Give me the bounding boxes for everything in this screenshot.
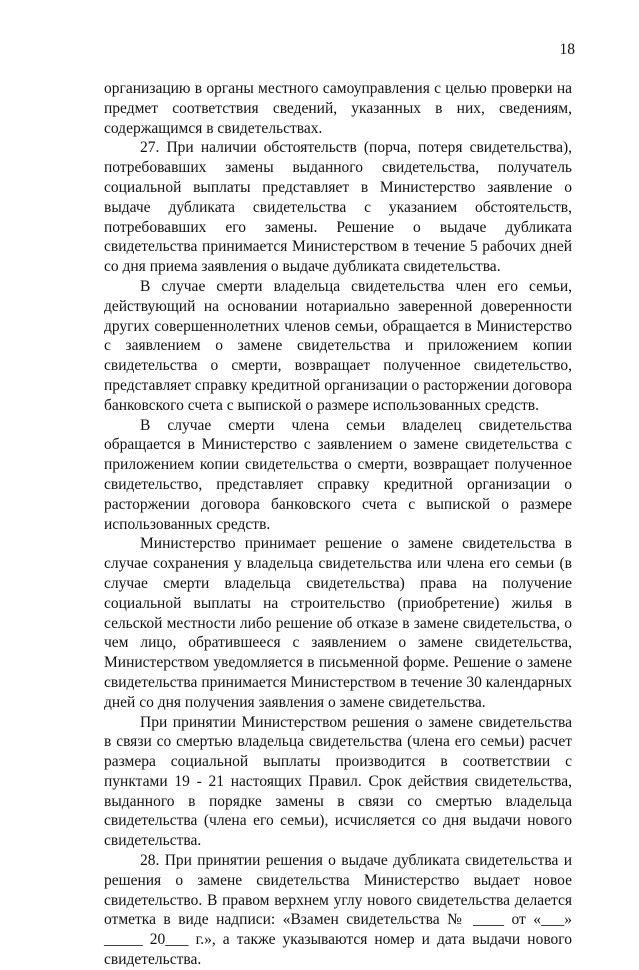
paragraph-item-27: 27. При наличии обстоятельств (порча, потеря свидетельства), потребовавших замены выданного свидетельства, получатель социальной выплаты представляет в Министерство заявление о выдаче дубликата свидетельства с указанием обстоятельств, потребовавших его замены. Решение о выдаче дубликата свидетельства принимается Министерством в течение 5 рабочих дней со дня приема заявления о выдаче дубликата свидетельства.	[104, 139, 572, 276]
paragraph-continuation: организацию в органы местного самоуправления с целью проверки на предмет соответствия сведений, указанных в них, сведениям, содержащимся в свидетельствах.	[104, 80, 572, 137]
paragraph-recalculation: При принятии Министерством решения о замене свидетельства в связи со смертью владельца свидетельства (члена его семьи) расчет размера социальной выплаты производится в соответствии с пунктами 19 - 21 настоящих Правил. Срок действия свидетельства, выданного в порядке замены в связи со смертью владельца свидетельства (члена его семьи), исчисляется со дня выдачи нового свидетельства.	[104, 713, 572, 850]
document-body	[104, 79, 572, 970]
paragraph-owner-death: В случае смерти владельца свидетельства член его семьи, действующий на основании нотариально заверенной доверенности других совершеннолетних членов семьи, обращается в Министерство с заявлением о замене свидетельства и приложением копии свидетельства о смерти, возвращает полученное свидетельство, представляет справку кредитной организации о расторжении договора банковского счета с выпиской о размере использованных средств.	[104, 277, 572, 414]
paragraph-family-member-death: В случае смерти члена семьи владелец свидетельства обращается в Министерство с заявлением о замене свидетельства с приложением копии свидетельства о смерти, возвращает полученное свидетельство, представляет справку кредитной организации о расторжении договора банковского счета с выпиской о размере использованных средств.	[104, 416, 572, 533]
paragraph-ministry-decision: Министерство принимает решение о замене свидетельства в случае сохранения у владельца свидетельства или члена его семьи (в случае смерти владельца свидетельства) права на получение социальной выплаты на строительство (приобретение) жилья в сельской местности либо решение об отказе в замене свидетельства, о чем лицо, обратившееся с заявлением о замене свидетельства, Министерством уведомляется в письменной форме. Решение о замене свидетельства принимается Министерством в течение 30 календарных дней со дня получения заявления о замене свидетельства.	[104, 535, 572, 711]
page-number: 18	[559, 41, 575, 58]
paragraph-item-28: 28. При принятии решения о выдаче дубликата свидетельства и решения о замене свидетельства Министерство выдает новое свидетельство. В правом верхнем углу нового свидетельства делается отметка в виде надписи: «Взамен свидетельства № ____ от «___» _____ 20___ г.», а также указываются номер и дата выдачи нового свидетельства.	[104, 852, 572, 969]
